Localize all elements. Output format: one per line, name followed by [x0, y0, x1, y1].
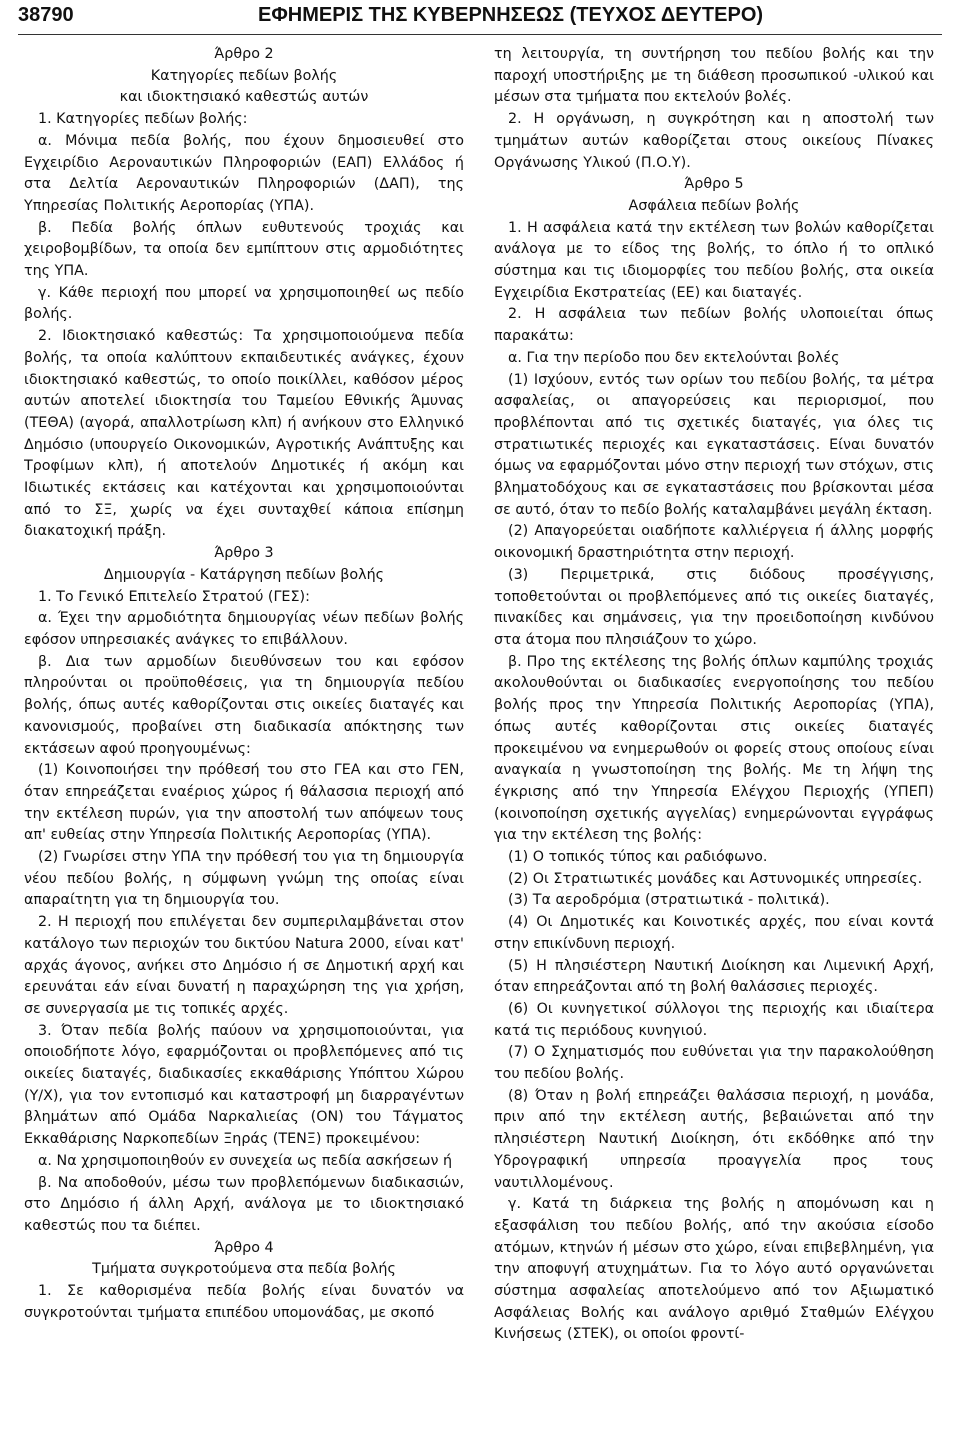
paragraph: 1. Το Γενικό Επιτελείο Στρατού (ΓΕΣ):	[38, 588, 310, 605]
left-column	[24, 44, 464, 1424]
paragraph: (1) Ο τοπικός τύπος και ραδιόφωνο.	[508, 849, 768, 866]
paragraph: (3) Περιμετρικά, στις διόδους προσέγγισης, τοποθετούνται οι προβλεπόμενες από τις οικείες διαταγές, πινακίδες και σημάνσεις, για την προειδοποίηση κινδύνου στα άτομα που πλησιάζουν το χώρο.	[494, 566, 934, 648]
paragraph: 1. Κατηγορίες πεδίων βολής:	[38, 111, 248, 128]
paragraph: 3. Όταν πεδία βολής παύουν να χρησιμοποιούνται, για οποιοδήποτε λόγο, εφαρμόζονται οι προβλεπόμενες από τις οικείες διαταγές, διαδικασίες εκκαθάρισης Υπόπτου Χώρου (Υ/Χ), για τον εντοπισμό και καταστροφή μη διαρραγέντων βλημάτων από Ομάδα Ναρκαλιείας (ΟΝ) του Τάγματος Εκκαθάρισης Ναρκοπεδίων Ξηράς (ΤΕΝΞ) προκειμένου:	[24, 1022, 464, 1148]
paragraph: (2) Οι Στρατιωτικές μονάδες και Αστυνομικές υπηρεσίες.	[508, 870, 923, 887]
paragraph: (3) Τα αεροδρόμια (στρατιωτικά - πολιτικά).	[508, 892, 830, 909]
paragraph: (1) Κοινοποιήσει την πρόθεσή του στο ΓΕΑ και στο ΓΕΝ, όταν επηρεάζεται εναέριος χώρος ή θάλασσια περιοχή από την εκτέλεση πυρών, για την αποστολή των απόψεων τους απ' ευθείας στην Υπηρεσία Πολιτικής Αεροπορίας (ΥΠΑ).	[24, 762, 464, 844]
paragraph: α. Έχει την αρμοδιότητα δημιουργίας νέων πεδίων βολής εφόσον υπηρεσιακές ανάγκες το επιβάλλουν.	[24, 610, 464, 648]
paragraph: β. Δια των αρμοδίων διευθύνσεων του και εφόσον πληρούνται οι προϋποθέσεις, για τη δημιουργία πεδίου βολής, όπως αυτές καθορίζονται στις οικείες διαταγές και κανονισμούς, προβαίνει στη διαδικασία απόκτησης των εκτάσεων αφού προηγουμένως:	[24, 653, 464, 757]
article-4-heading: Άρθρο 4	[214, 1239, 274, 1256]
paragraph: (7) Ο Σχηματισμός που ευθύνεται για την παρακολούθηση του πεδίου βολής.	[494, 1044, 934, 1083]
article-2-title-line-2: και ιδιοκτησιακό καθεστώς αυτών	[119, 89, 369, 106]
paragraph: 2. Η οργάνωση, η συγκρότηση και η αποστολή των τμημάτων αυτών καθορίζεται στους οικείους Πίνακες Οργάνωσης Υλικού (Π.Ο.Υ).	[494, 111, 934, 171]
article-2-title-line-1: Κατηγορίες πεδίων βολής	[150, 67, 338, 84]
paragraph: (1) Ισχύουν, εντός των ορίων του πεδίου βολής, τα μέτρα ασφαλείας, οι απαγορεύσεις και περιορισμοί, που προβλέπονται από τις σχετικές διαταγές, για όλες τις στρατιωτικές περιοχές και εγκαταστάσεις. Είναι δυνατόν όμως να εφαρμόζονται μόνο στην περιοχή των στόχων, στις βληματοδόχους και σε εγκαταστάσεις που βρίσκονται μέσα σε αυτό, όταν το πεδίο βολής καταλαμβάνει μεγάλη έκταση.	[494, 371, 934, 518]
paragraph: α. Για την περίοδο που δεν εκτελούνται βολές	[508, 349, 840, 366]
paragraph: β. Να αποδοθούν, μέσω των προβλεπόμενων διαδικασιών, στο Δημόσιο ή άλλη Αρχή, ανάλογα με το ιδιοκτησιακό καθεστώς που τα διέπει.	[24, 1174, 464, 1234]
article-5-heading: Άρθρο 5	[684, 176, 744, 193]
article-3-heading: Άρθρο 3	[214, 545, 274, 562]
page-header	[18, 4, 942, 30]
header-rule	[18, 34, 942, 35]
paragraph: γ. Κατά τη διάρκεια της βολής η απομόνωση και η εξασφάλιση του πεδίου βολής, από την ακούσια είσοδο ατόμων, κτηνών ή μέσων στο χώρο, είναι επιβεβλημένη, για την αποφυγή ατυχημάτων. Για το λόγο αυτό οργανώνεται σύστημα ασφαλείας αποτελούμενο από τον Αξιωματικό Ασφάλειας Βολής και ανάλογο αριθμό Σταθμών Ελέγχου Κινήσεως (ΣΤΕΚ), οι οποίοι φροντί-	[494, 1196, 934, 1343]
paragraph: 1. Σε καθορισμένα πεδία βολής είναι δυνατόν να συγκροτούνται τμήματα επιπέδου υπομονάδας, με σκοπό	[24, 1283, 464, 1321]
journal-title: ΕΦΗΜΕΡΙΣ ΤΗΣ ΚΥΒΕΡΝΗΣΕΩΣ (ΤΕΥΧΟΣ ΔΕΥΤΕΡΟ)	[258, 4, 764, 26]
article-4-title: Τμήματα συγκροτούμενα στα πεδία βολής	[92, 1261, 396, 1278]
article-2-heading: Άρθρο 2	[214, 46, 274, 62]
paragraph: γ. Κάθε περιοχή που μπορεί να χρησιμοποιηθεί ως πεδίο βολής.	[24, 284, 464, 323]
paragraph: β. Προ της εκτέλεσης της βολής όπλων καμπύλης τροχιάς ακολουθούνται οι διαδικασίες ενεργοποίησης του πεδίου βολής προς την Υπηρεσία Πολιτικής Αεροπορίας (ΥΠΑ), όπως αυτές καθορίζονται στις οικείες διαταγές προκειμένου να ενημερωθούν οι φορείς στους οποίους είναι αναγκαία η γνωστοποίηση της βολής. Με τη λήψη της έγκρισης από την Υπηρεσία Ελέγχου Περιοχής (ΥΠΕΠ) (κοινοποίηση σχετικής αγγελίας) ενημερώνονται εγγράφως για την εκτέλεση της βολής:	[494, 653, 934, 844]
paragraph: τη λειτουργία, τη συντήρηση του πεδίου βολής και την παροχή υποστήριξης με τη διάθεση προσωπικού -υλικού και μέσων στα τμήματα που εκτελούν βολές.	[494, 46, 934, 106]
paragraph: (5) Η πλησιέστερη Ναυτική Διοίκηση και Λιμενική Αρχή, όταν επηρεάζονται από τη βολή θαλάσσιες περιοχές.	[494, 957, 934, 996]
page-number: 38790	[18, 4, 74, 26]
paragraph: α. Μόνιμα πεδία βολής, που έχουν δημοσιευθεί στο Εγχειρίδιο Αεροναυτικών Πληροφοριών (ΕΑΠ) Ελλάδος ή στα Δελτία Αεροναυτικών Πληροφοριών (ΔΑΠ), της Υπηρεσίας Πολιτικής Αεροπορίας (ΥΠΑ).	[24, 132, 464, 214]
paragraph: (2) Απαγορεύεται οιαδήποτε καλλιέργεια ή άλλης μορφής οικονομική δραστηριότητα στην περιοχή.	[494, 523, 934, 562]
paragraph: 2. Η ασφάλεια των πεδίων βολής υλοποιείται όπως παρακάτω:	[494, 306, 934, 345]
paragraph: (2) Γνωρίσει στην ΥΠΑ την πρόθεσή του για τη δημιουργία νέου πεδίου βολής, η σύμφωνη γνώμη της οποίας είναι απαραίτητη για τη δημιουργία του.	[24, 849, 464, 909]
paragraph: 2. Η περιοχή που επιλέγεται δεν συμπεριλαμβάνεται στον κατάλογο των περιοχών του δικτύου Natura 2000, είναι κατ' αρχάς άγονος, ανήκει στο Δημόσιο ή σε Δημοτική αρχή και ερευνάται εάν είναι δυνατή η παραχώρηση της για χρήση, σε συνεργασία με τις τοπικές αρχές.	[24, 914, 464, 1017]
right-column	[494, 44, 934, 1424]
article-3-title: Δημιουργία - Κατάργηση πεδίων βολής	[103, 566, 385, 583]
paragraph: (6) Οι κυνηγετικοί σύλλογοι της περιοχής και ιδιαίτερα κατά τις περιόδους κυνηγιού.	[494, 1000, 934, 1039]
paragraph: 1. Η ασφάλεια κατά την εκτέλεση των βολών καθορίζεται ανάλογα με το είδος της βολής, το όπλο ή το οπλικό σύστημα και τις ιδιομορφίες του πεδίου βολής, στα οικεία Εγχειρίδια Εκστρατείας (ΕΕ) και διαταγές.	[494, 219, 934, 301]
paragraph: α. Να χρησιμοποιηθούν εν συνεχεία ως πεδία ασκήσεων ή	[38, 1152, 453, 1169]
paragraph: (4) Οι Δημοτικές και Κοινοτικές αρχές, που είναι κοντά στην επικίνδυνη περιοχή.	[494, 914, 934, 952]
paragraph: (8) Όταν η βολή επηρεάζει θαλάσσια περιοχή, η μονάδα, πριν από την εκτέλεση αυτής, βεβαιώνεται από την πλησιέστερη Ναυτική Διοίκηση, ότι εκδόθηκε από την Υδρογραφική υπηρεσία προαγγελία προς τους ναυτιλλομένους.	[494, 1087, 934, 1191]
paragraph: β. Πεδία βολής όπλων ευθυτενούς τροχιάς και χειροβομβίδων, τα οποία δεν εμπίπτουν στις αρμοδιότητες της ΥΠΑ.	[24, 219, 464, 280]
article-5-title: Ασφάλεια πεδίων βολής	[628, 197, 800, 214]
paragraph: 2. Ιδιοκτησιακό καθεστώς: Τα χρησιμοποιούμενα πεδία βολής, τα οποία καλύπτουν εκπαιδευτικές ανάγκες, έχουν ιδιοκτησιακό καθεστώς, το οποίο ποικίλλει, καθόσον μέρος αυτών αποτελεί ιδιοκτησία του Ταμείου Εθνικής Άμυνας (ΤΕΘΑ) (αγορά, απαλλοτρίωση κλπ) ή ανήκουν στο Ελληνικό Δημόσιο (υπουργείο Οικονομικών, Αγροτικής Ανάπτυξης και Τροφίμων κλπ), ή αποτελούν Δημοτικές ή ακόμη και Ιδιωτικές εκτάσεις και κατέχονται και χρησιμοποιούνται από το ΣΞ, χωρίς να έχει συνταχθεί κάποια επίσημη διακατοχική πράξη.	[24, 328, 464, 540]
